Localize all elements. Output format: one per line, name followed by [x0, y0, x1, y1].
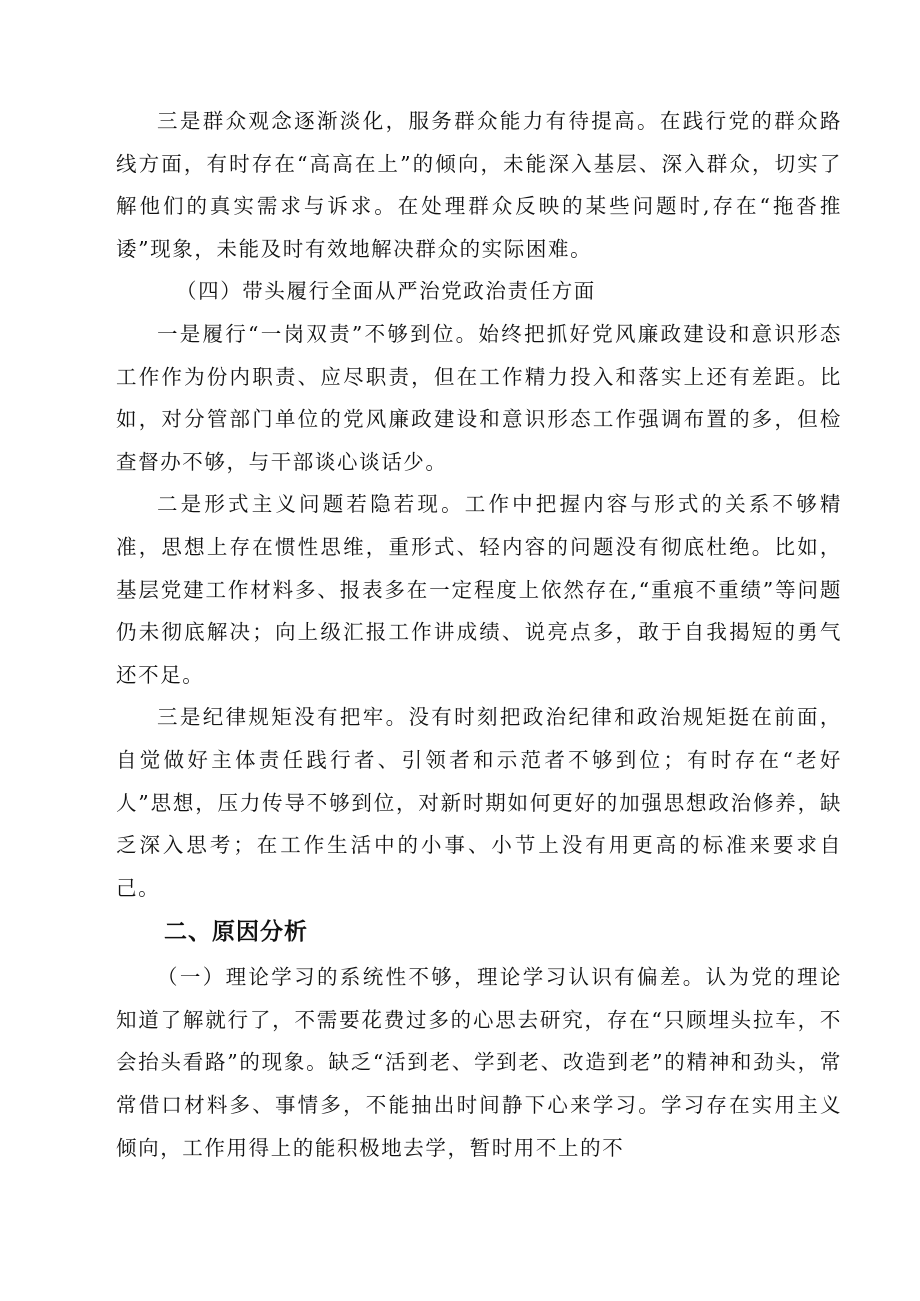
paragraph-one-post-two-duties: 一是履行“一岗双责”不够到位。始终把抓好党风廉政建设和意识形态工作作为份内职责、应尽职责，但在工作精力投入和落实上还有差距。比如，对分管部门单位的党风廉政建设和意识形态工作强调布置的多，但检查督办不够，与干部谈心谈话少。 [116, 321, 842, 474]
paragraph-mass-line: 三是群众观念逐渐淡化，服务群众能力有待提高。在践行党的群众路线方面，有时存在“高高在上”的倾向，未能深入基层、深入群众，切实了解他们的真实需求与诉求。在处理群众反映的某些问题时,存在“拖沓推诿”现象，未能及时有效地解决群众的实际困难。 [116, 109, 842, 261]
subheading-section-four: （四）带头履行全面从严治党政治责任方面 [176, 279, 596, 304]
paragraph-formalism: 二是形式主义问题若隐若现。工作中把握内容与形式的关系不够精准，思想上存在惯性思维，重形式、轻内容的问题没有彻底杜绝。比如，基层党建工作材料多、报表多在一定程度上依然存在,“重痕不重绩”等问题仍未彻底解决；向上级汇报工作讲成绩、说亮点多，敢于自我揭短的勇气还不足。 [116, 492, 842, 687]
paragraph-discipline-rules: 三是纪律规矩没有把牢。没有时刻把政治纪律和政治规矩挺在前面，自觉做好主体责任践行者、引领者和示范者不够到位；有时存在“老好人”思想，压力传导不够到位，对新时期如何更好的加强思想政治修养，缺乏深入思考；在工作生活中的小事、小节上没有用更高的标准来要求自己。 [116, 705, 842, 900]
section-heading-cause-analysis: 二、原因分析 [164, 919, 308, 946]
paragraph-theory-study: （一）理论学习的系统性不够，理论学习认识有偏差。认为党的理论知道了解就行了，不需要花费过多的心思去研究，存在“只顾埋头拉车，不会抬头看路”的现象。缺乏“活到老、学到老、改造到老”的精神和劲头，常常借口材料多、事情多，不能抽出时间静下心来学习。学习存在实用主义倾向，工作用得上的能积极地去学，暂时用不上的不 [116, 965, 842, 1160]
document-body [116, 100, 842, 1169]
